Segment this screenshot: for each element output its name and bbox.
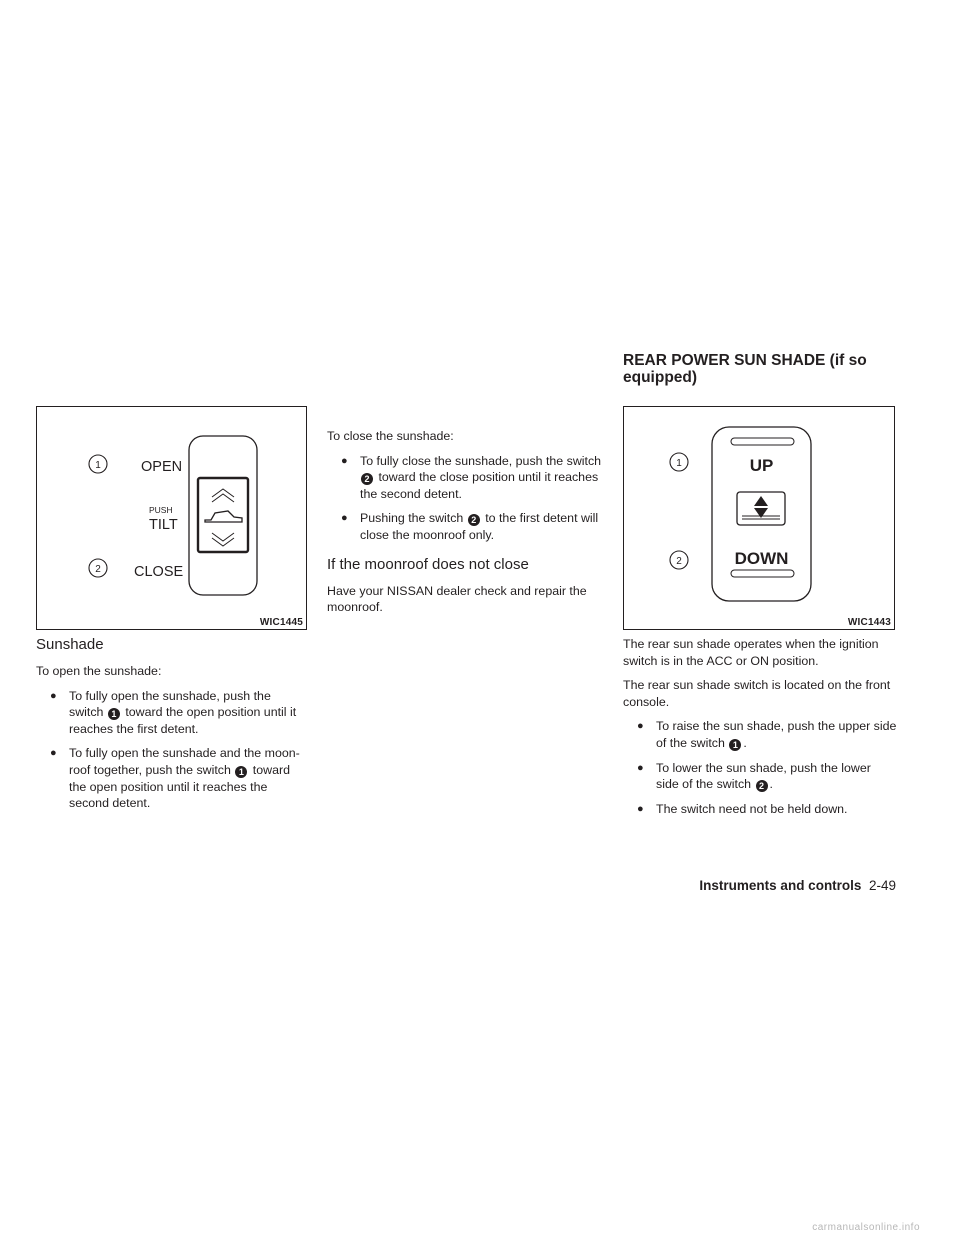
moonroof-heading: If the moonroof does not close [327,555,529,573]
push-label: PUSH [149,505,173,515]
rear-p2: The rear sun shade switch is located on the front console. [623,678,891,709]
callout-2-number: 2 [676,556,682,567]
callout-1-icon: 1 [108,708,120,720]
callout-2-icon: 2 [756,780,768,792]
rear-sunshade-title: REAR POWER SUN SHADE (if so equipped) [623,352,867,386]
callout-1-icon: 1 [235,766,247,778]
callout-1-icon: 1 [729,739,741,751]
bullet-icon: ● [50,689,57,702]
callout-1-number: 1 [676,458,682,469]
upper-slot [731,438,794,445]
list-item: ● To fully open the sunshade, push the switch 1 toward the open position until it reaches the first detent. [50,688,297,736]
callout-2-icon: 2 [468,514,480,526]
bullet-icon: ● [637,761,644,774]
close-intro: To close the sunshade: [327,429,454,443]
figure-sunshade-switch [36,406,307,630]
sunshade-heading: Sunshade [36,636,104,653]
bullet-icon: ● [341,512,348,525]
lower-slot [731,570,794,577]
sunshade-section [36,636,308,820]
bullet-icon: ● [637,802,644,815]
sunshade-intro: To open the sunshade: [36,664,162,678]
list-item: ● To fully close the sunshade, push the switch 2 toward the close position until it reaches the second detent. [341,453,602,501]
figure-rear-sunshade-switch [623,406,895,630]
close-section [327,428,603,624]
figure-code: WIC1443 [847,617,891,628]
open-label: OPEN [141,459,183,475]
list-item: ● To lower the sun shade, push the lower side of the switch 2 . [637,760,871,792]
list-item: ● The switch need not be held down. [637,801,848,816]
rear-p1: The rear sun shade operates when the ignition switch is in the ACC or ON position. [623,637,879,668]
up-label: UP [749,456,774,475]
bullet-icon: ● [341,454,348,467]
rear-switch-illustration [624,407,894,629]
list-item: ● Pushing the switch 2 to the first detent will close the moonroof only. [341,511,599,542]
sunshade-switch-illustration [37,407,306,629]
moonroof-text: Have your NISSAN dealer check and repair the moonroof. [327,583,587,615]
bullet-icon: ● [50,747,57,760]
rear-sunshade-section [623,636,897,825]
callout-2-number: 2 [95,564,101,575]
list-item: ● To fully open the sunshade and the moon- roof together, push the switch 1 toward the open position until it reaches the second detent. [50,746,300,811]
page-footer [699,878,896,893]
callout-1-number: 1 [95,460,101,471]
bullet-icon: ● [637,720,644,733]
close-label: CLOSE [134,564,184,580]
page-number: 2-49 [868,878,896,893]
footer-section-title: Instruments and controls [699,878,862,893]
list-item: ● To raise the sun shade, push the upper side of the switch 1 . [637,719,897,750]
tilt-label: TILT [149,517,178,533]
figure-code: WIC1445 [259,617,303,628]
down-label: DOWN [734,549,789,568]
watermark: carmanualsonline.info [812,1222,920,1233]
callout-2-icon: 2 [361,473,373,485]
